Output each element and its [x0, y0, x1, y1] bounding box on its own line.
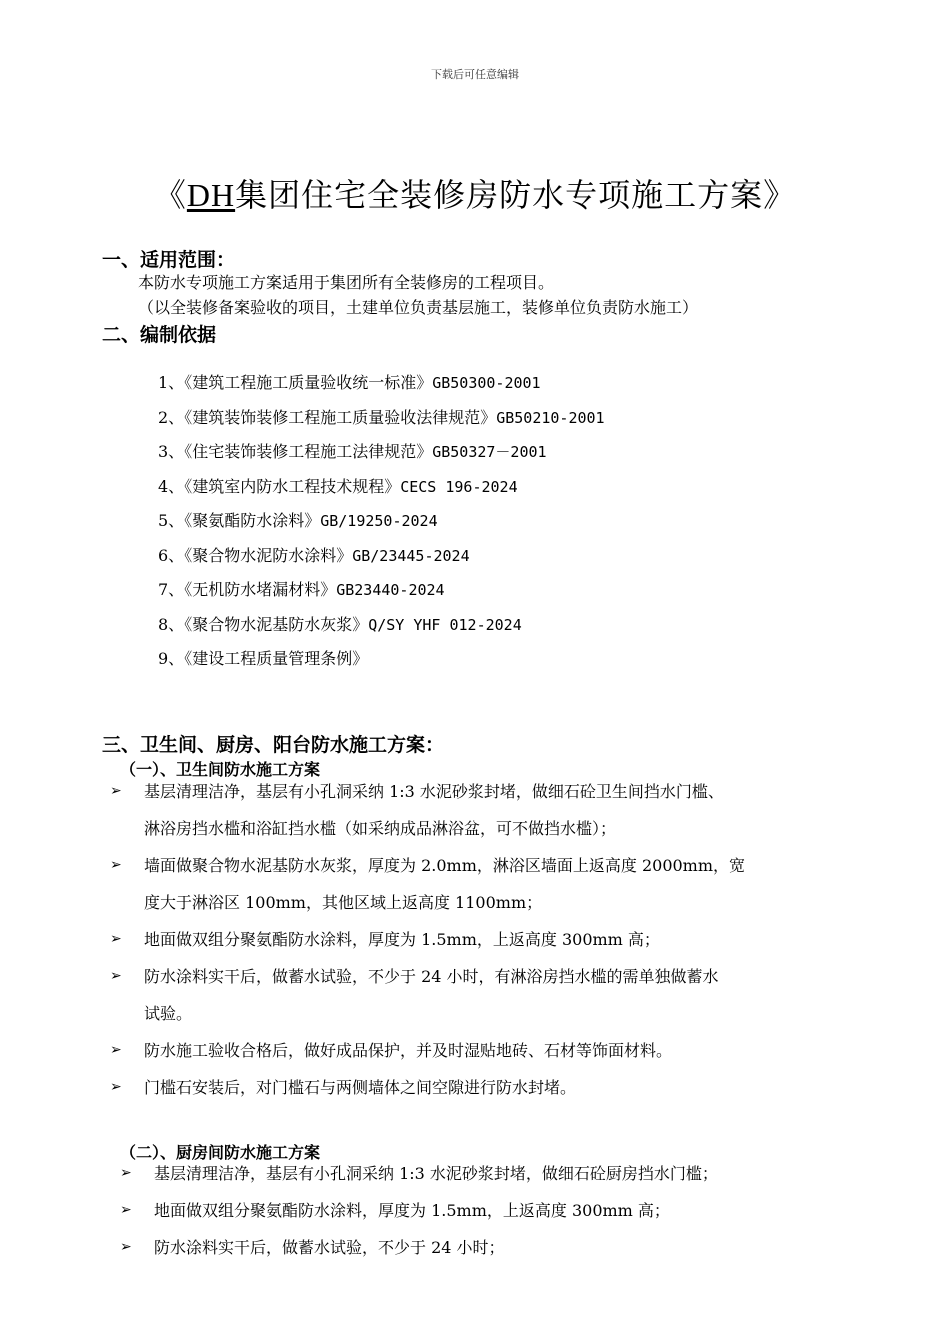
- reference-code: GB50210-2001: [496, 408, 605, 427]
- bullet-text-line: 地面做双组分聚氨酯防水涂料，厚度为 1.5mm，上返高度 300mm 高；: [144, 930, 660, 949]
- reference-number: 8、: [158, 614, 185, 634]
- reference-item: [158, 543, 470, 566]
- bullet-text-line: 防水施工验收合格后，做好成品保护，并及时湿贴地砖、石材等饰面材料。: [144, 1041, 673, 1060]
- reference-title: 《建筑装饰装修工程施工质量验收法律规范》: [184, 407, 497, 427]
- reference-number: 2、: [158, 407, 185, 427]
- bullet-item: [110, 773, 840, 847]
- reference-code: GB50327－2001: [432, 443, 547, 461]
- bullet-item: [110, 1032, 840, 1069]
- bullet-arrow-icon: ➢: [110, 857, 122, 873]
- title-rest: 集团住宅全装修房防水专项施工方案》: [235, 176, 797, 214]
- reference-code: GB/23445-2024: [352, 546, 470, 565]
- reference-title: 《聚氨酯防水涂料》: [184, 511, 321, 530]
- bullet-text-line: 防水涂料实干后，做蓄水试验，不少于 24 小时，有淋浴房挡水槛的需单独做蓄水: [144, 967, 719, 986]
- reference-title: 《建筑室内防水工程技术规程》: [184, 476, 401, 496]
- reference-number: 3、: [158, 442, 185, 461]
- reference-item: [158, 405, 605, 428]
- reference-item: [158, 508, 438, 531]
- bullet-item: [110, 1069, 840, 1106]
- bullet-arrow-icon: ➢: [120, 1239, 132, 1255]
- reference-title: 《建设工程质量管理条例》: [184, 649, 369, 668]
- section1-line-2: （以全装修备案验收的项目，土建单位负责基层施工，装修单位负责防水施工）: [138, 298, 699, 317]
- reference-number: 7、: [158, 580, 185, 599]
- bullet-arrow-icon: ➢: [110, 968, 122, 984]
- bullet-arrow-icon: ➢: [110, 783, 122, 799]
- reference-item: [158, 370, 541, 393]
- bullet-text-line: 淋浴房挡水槛和浴缸挡水槛（如采纳成品淋浴盆，可不做挡水槛）；: [144, 819, 617, 838]
- bullet-arrow-icon: ➢: [120, 1202, 132, 1218]
- reference-number: 1、: [158, 373, 185, 392]
- bullet-item: [120, 1192, 850, 1229]
- reference-item: [158, 612, 522, 635]
- bullet-text-line: 防水涂料实干后，做蓄水试验，不少于 24 小时；: [154, 1238, 505, 1257]
- title-dh: DH: [186, 177, 236, 213]
- reference-title: 《聚合物水泥基防水灰浆》: [184, 614, 369, 634]
- bullet-text-line: 基层清理洁净，基层有小孔洞采纳 1:3 水泥砂浆封堵，做细石砼厨房挡水门槛；: [154, 1164, 718, 1183]
- bathroom-heading: （一）、卫生间防水施工方案: [120, 760, 321, 779]
- header-note: 下载后可任意编辑: [431, 68, 519, 81]
- reference-number: 4、: [158, 476, 185, 496]
- bullet-item: [110, 921, 840, 958]
- reference-number: 9、: [158, 649, 185, 668]
- bullet-item: [110, 958, 840, 1032]
- reference-item: [158, 646, 368, 669]
- bullet-text-line: 墙面做聚合物水泥基防水灰浆，厚度为 2.0mm，淋浴区墙面上返高度 2000mm，宽: [144, 856, 746, 875]
- section3-heading: 三、卫生间、厨房、阳台防水施工方案：: [102, 734, 445, 756]
- bullet-arrow-icon: ➢: [110, 1042, 122, 1058]
- bullet-item: [120, 1229, 850, 1266]
- reference-number: 6、: [158, 545, 185, 565]
- reference-title: 《聚合物水泥防水涂料》: [184, 545, 353, 565]
- reference-title: 《建筑工程施工质量验收统一标准》: [184, 373, 433, 392]
- bullet-text-line: 度大于淋浴区 100mm，其他区域上返高度 1100mm；: [144, 893, 543, 912]
- section2-heading: 二、编制依据: [102, 324, 217, 346]
- reference-code: GB50300-2001: [432, 374, 541, 392]
- reference-title: 《无机防水堵漏材料》: [184, 580, 337, 599]
- reference-code: GB/19250-2024: [320, 512, 438, 530]
- bullet-text-line: 门槛石安装后，对门槛石与两侧墙体之间空隙进行防水封堵。: [144, 1078, 577, 1097]
- bullet-text-line: 试验。: [144, 1004, 193, 1023]
- reference-number: 5、: [158, 511, 185, 530]
- section1-heading: 一、适用范围：: [102, 249, 236, 271]
- reference-code: GB23440-2024: [336, 581, 445, 599]
- reference-item: [158, 577, 445, 600]
- bullet-arrow-icon: ➢: [110, 1079, 122, 1095]
- document-title: [0, 170, 950, 216]
- reference-code: Q/SY YHF 012-2024: [368, 615, 522, 634]
- title-open-bracket: 《: [153, 176, 187, 214]
- reference-title: 《住宅装饰装修工程施工法律规范》: [184, 442, 433, 461]
- bullet-arrow-icon: ➢: [110, 931, 122, 947]
- section1-line-1: 本防水专项施工方案适用于集团所有全装修房的工程项目。: [138, 273, 555, 292]
- bullet-text-line: 基层清理洁净，基层有小孔洞采纳 1:3 水泥砂浆封堵，做细石砼卫生间挡水门槛、: [144, 782, 724, 801]
- reference-code: CECS 196-2024: [400, 477, 518, 496]
- reference-item: [158, 474, 518, 497]
- bullet-text-line: 地面做双组分聚氨酯防水涂料，厚度为 1.5mm，上返高度 300mm 高；: [154, 1201, 670, 1220]
- bullet-arrow-icon: ➢: [120, 1165, 132, 1181]
- kitchen-heading: （二）、厨房间防水施工方案: [120, 1143, 321, 1162]
- reference-item: [158, 439, 547, 462]
- bullet-item: [120, 1155, 850, 1192]
- bullet-item: [110, 847, 840, 921]
